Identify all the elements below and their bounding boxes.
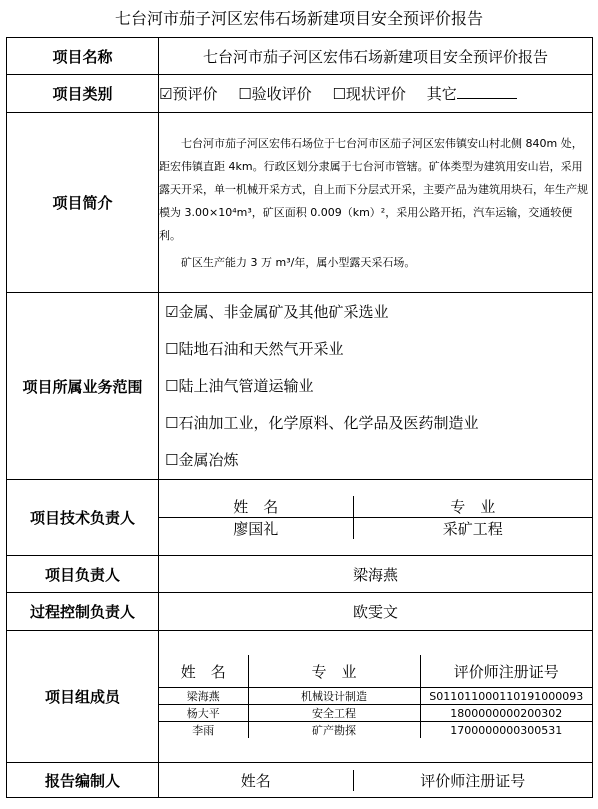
project-intro-label: 项目简介: [7, 113, 159, 293]
team-header-name: 姓 名: [159, 655, 248, 688]
team-member-major: 矿产勘探: [248, 722, 420, 739]
scope-item-oil-gas-extraction[interactable]: ☐陆地石油和天然气开采业: [165, 339, 344, 358]
tech-lead-table: [159, 496, 592, 539]
team-member-name: 李雨: [159, 722, 248, 739]
team-member-name: 梁海燕: [159, 688, 248, 705]
category-other-label: 其它: [426, 85, 457, 103]
scope-item-metal-mining[interactable]: ☑金属、非金属矿及其他矿采选业: [165, 302, 389, 321]
project-category-label: 项目类别: [7, 75, 159, 113]
team-header-major: 专 业: [248, 655, 420, 688]
category-option-acceptance[interactable]: ☐验收评价: [238, 85, 312, 103]
category-option-status[interactable]: ☐现状评价: [332, 85, 406, 103]
row-project-name: [7, 38, 593, 75]
row-project-category: [7, 75, 593, 113]
team-cell: [159, 631, 593, 763]
project-lead-value: 梁海燕: [159, 556, 593, 593]
scope-item-petroleum-chemical[interactable]: ☐石油加工业，化学原料、化学品及医药制造业: [165, 413, 479, 432]
scope-item-metal-smelting[interactable]: ☐金属冶炼: [165, 450, 239, 469]
row-business-scope: [7, 293, 593, 480]
team-member-major: 机械设计制造: [248, 688, 420, 705]
process-lead-label: 过程控制负责人: [7, 593, 159, 631]
team-header-cert: 评价师注册证号: [420, 655, 592, 688]
project-category-options: [159, 75, 593, 113]
team-row: [159, 722, 592, 739]
row-tech-lead: [7, 480, 593, 556]
row-project-intro: [7, 113, 593, 293]
project-name-value: 七台河市茄子河区宏伟石场新建项目安全预评价报告: [159, 38, 593, 75]
tech-lead-major-header: 专 业: [353, 496, 592, 518]
row-process-lead: [7, 593, 593, 631]
team-member-cert: 1700000000300531: [450, 723, 563, 737]
project-intro-text: [159, 113, 593, 293]
business-scope-list: [159, 293, 593, 480]
tech-lead-name-header: 姓 名: [159, 496, 353, 518]
process-lead-value: 欧雯文: [159, 593, 593, 631]
team-member-major: 安全工程: [248, 705, 420, 722]
report-author-cert-header: 评价师注册证号: [420, 771, 526, 790]
report-author-cell: [159, 763, 593, 798]
document-title: 七台河市茄子河区宏伟石场新建项目安全预评价报告: [114, 9, 483, 28]
category-option-pre-evaluation[interactable]: ☑预评价: [159, 85, 218, 103]
report-author-label: 报告编制人: [7, 763, 159, 798]
tech-lead-cell: [159, 480, 593, 556]
project-lead-label: 项目负责人: [7, 556, 159, 593]
tech-lead-name: 廖国礼: [159, 518, 353, 540]
tech-lead-major: 采矿工程: [442, 520, 503, 538]
intro-paragraph-2: 矿区生产能力 3 万 m³/年，属小型露天采石场。: [181, 255, 416, 269]
team-label: 项目组成员: [7, 631, 159, 763]
team-row: [159, 688, 592, 705]
project-info-table: [6, 37, 593, 798]
category-option-other: [427, 85, 533, 103]
intro-paragraph-1: 七台河市茄子河区宏伟石场位于七台河市区茄子河区宏伟镇安山村北侧 840m 处，距宏伟镇直距 4km。行政区划分隶属于七台河市管辖。矿体类型为建筑用安山岩，采用露天开采，单一机械开采方式，自上而下分层式开采，主要产品为建筑用块石，年生产规模为 3.00×10⁴m³，矿区面积 0.009（km）²，采用公路开拓，汽车运输，交通较便利。: [159, 136, 588, 242]
tech-lead-label: 项目技术负责人: [7, 480, 159, 556]
team-member-cert: 1800000000200302: [420, 705, 592, 722]
project-name-label: 项目名称: [7, 38, 159, 75]
team-header-row: [159, 655, 592, 688]
scope-item-pipeline-transport[interactable]: ☐陆上油气管道运输业: [165, 376, 314, 395]
report-author-name-header: 姓名: [159, 770, 353, 791]
report-author-table: [159, 770, 592, 791]
team-member-name: 杨大平: [159, 705, 248, 722]
row-report-author: [7, 763, 593, 798]
team-member-cert: S011011000110191000093: [420, 688, 592, 705]
team-row: [159, 705, 592, 722]
row-project-lead: [7, 556, 593, 593]
business-scope-label: 项目所属业务范围: [7, 293, 159, 480]
team-table: [159, 655, 592, 739]
category-other-blank[interactable]: [457, 86, 517, 99]
row-team: [7, 631, 593, 763]
